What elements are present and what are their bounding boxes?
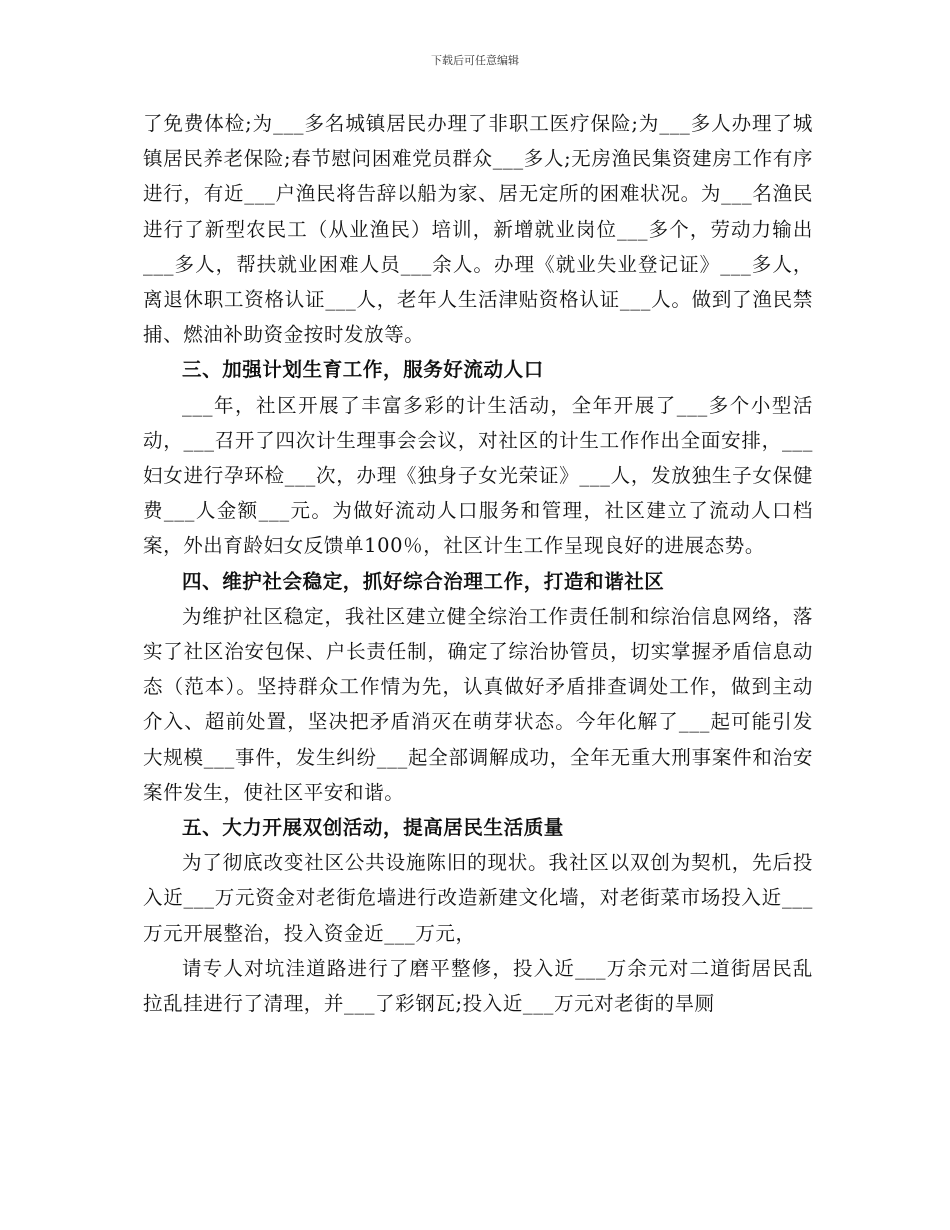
paragraph-5: 请专人对坑洼道路进行了磨平整修，投入近___万余元对二道街居民乱拉乱挂进行了清理，并___了彩钢瓦;投入近___万元对老街的旱厕 [143, 956, 813, 1016]
paragraph-2: ___年，社区开展了丰富多彩的计生活动，全年开展了___多个小型活动，___召开了四次计生理事会会议，对社区的计生工作作出全面安排，___妇女进行孕环检___次，办理《独身子女光荣证》___人，发放独生子女保健费___人金额___元。为做好流动人口服务和管理，社区建立了流动人口档案，外出育龄妇女反馈单100％，社区计生工作呈现良好的进展态势。 [143, 393, 813, 558]
section-heading-4: 四、维护社会稳定，抓好综合治理工作，打造和谐社区 [182, 569, 665, 593]
page-header: 下载后可任意编辑 [431, 54, 519, 67]
section-heading-3: 三、加强计划生育工作，服务好流动人口 [182, 358, 544, 382]
paragraph-4: 为了彻底改变社区公共设施陈旧的现状。我社区以双创为契机，先后投入近___万元资金对老街危墙进行改造新建文化墙，对老街菜市场投入近___万元开展整治，投入资金近___万元， [143, 851, 813, 945]
document-body [143, 106, 813, 1021]
paragraph-1: 了免费体检;为___多名城镇居民办理了非职工医疗保险;为___多人办理了城镇居民养老保险;春节慰问困难党员群众___多人;无房渔民集资建房工作有序进行，有近___户渔民将告辞以船为家、居无定所的困难状况。为___名渔民进行了新型农民工（从业渔民）培训，新增就业岗位___多个，劳动力输出___多人，帮扶就业困难人员___余人。办理《就业失业登记证》___多人，离退休职工资格认证___人，老年人生活津贴资格认证___人。做到了渔民禁捕、燃油补助资金按时发放等。 [143, 112, 813, 347]
section-heading-5: 五、大力开展双创活动，提高居民生活质量 [182, 816, 564, 840]
paragraph-3: 为维护社区稳定，我社区建立健全综治工作责任制和综治信息网络，落实了社区治安包保、户长责任制，确定了综治协管员，切实掌握矛盾信息动态（范本）。坚持群众工作情为先，认真做好矛盾排查调处工作，做到主动介入、超前处置，坚决把矛盾消灭在萌芽状态。今年化解了___起可能引发大规模___事件，发生纠纷___起全部调解成功，全年无重大刑事案件和治安案件发生，使社区平安和谐。 [143, 604, 813, 804]
